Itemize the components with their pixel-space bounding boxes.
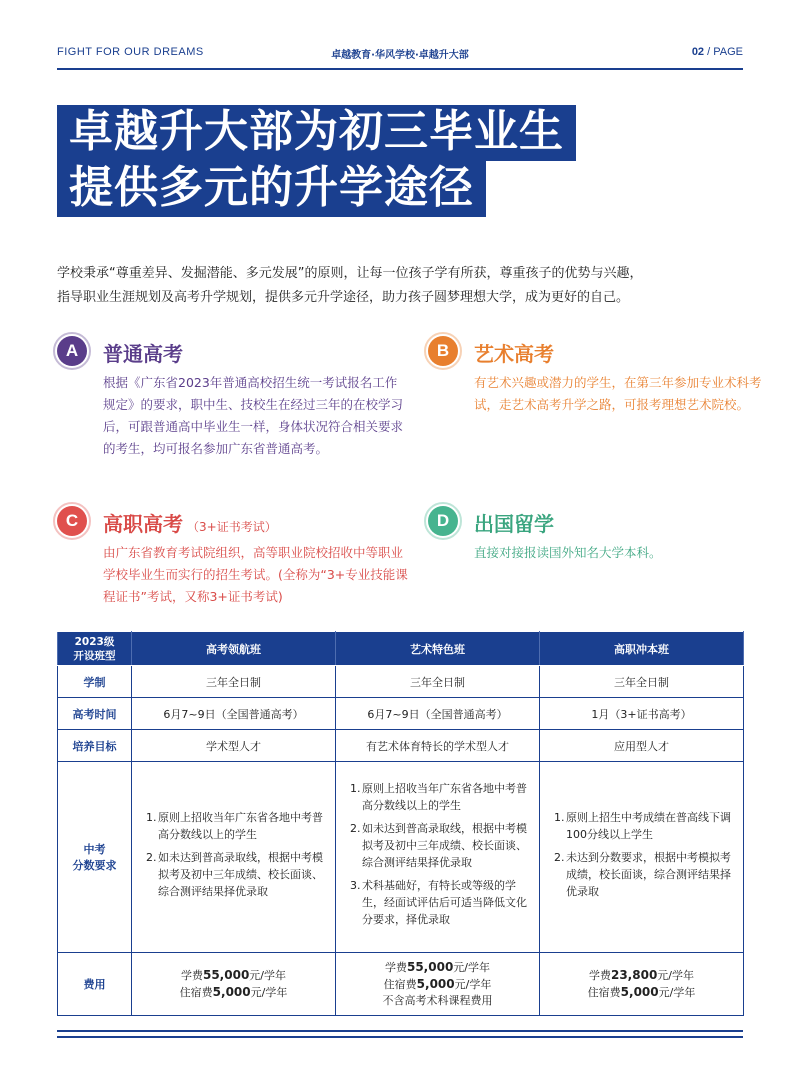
list-item bbox=[146, 849, 325, 900]
list-item bbox=[554, 809, 733, 843]
fee-tuition-suffix: 元/学年 bbox=[657, 969, 695, 982]
table-cell bbox=[132, 762, 336, 953]
fee-tuition bbox=[540, 967, 743, 984]
fee-tuition-prefix: 学费 bbox=[180, 969, 203, 982]
list-item-text: 未达到分数要求，根据中考模拟考成绩，校长面谈，综合测评结果择优录取 bbox=[566, 850, 731, 898]
fee-boarding-amount: 5,000 bbox=[212, 985, 251, 999]
fee-tuition-prefix: 学费 bbox=[588, 969, 611, 982]
section-a-title: 普通高考 bbox=[103, 342, 183, 366]
badge-a-letter: A bbox=[65, 341, 79, 360]
table-cell bbox=[132, 953, 336, 1016]
badge-c-letter: C bbox=[65, 511, 79, 530]
badge-c-icon bbox=[57, 506, 87, 536]
section-d-title: 出国留学 bbox=[474, 512, 554, 536]
table-cell: 三年全日制 bbox=[336, 666, 540, 698]
fee-tuition-suffix: 元/学年 bbox=[453, 961, 491, 974]
requirement-label-line-1: 中考 bbox=[83, 843, 106, 856]
header-slogan: FIGHT FOR OUR DREAMS bbox=[57, 46, 204, 58]
list-item-text: 原则上招收当年广东省各地中考普高分数线以上的学生 bbox=[158, 810, 323, 841]
intro-paragraph bbox=[57, 262, 743, 310]
section-a-body: 根据《广东省2023年普通高校招生统一考试报名工作规定》的要求，职中生、技校生在经过三年的在校学习后，可跟普通高中毕业生一样，身体状况符合相关要求的考生，均可报名参加广东省普通高考。 bbox=[103, 375, 404, 456]
fee-boarding-prefix: 住宿费 bbox=[383, 978, 417, 991]
title-line-1: 卓越升大部为初三毕业生 bbox=[57, 105, 576, 161]
page-number bbox=[692, 46, 743, 58]
table-header-row bbox=[58, 632, 744, 666]
table-row bbox=[58, 666, 744, 698]
badge-d-icon bbox=[428, 506, 458, 536]
table-cell: 6月7~9日（全国普通高考） bbox=[132, 698, 336, 730]
section-c-subtitle: （3+证书考试） bbox=[187, 520, 277, 534]
section-c-body: 由广东省教育考试院组织，高等职业院校招收中等职业学校毕业生而实行的招生考试。(全称为“3+专业技能课程证书”考试，又称3+证书考试) bbox=[103, 545, 408, 604]
intro-line-1: 学校秉承“尊重差异、发掘潜能、多元发展”的原则，让每一位孩子学有所获，尊重孩子的优势与兴趣， bbox=[57, 266, 643, 281]
fee-tuition bbox=[132, 967, 335, 984]
page-title bbox=[57, 105, 576, 217]
section-b-body: 有艺术兴趣或潜力的学生，在第三年参加专业术科考试，走艺术高考升学之路，可报考理想艺术院校。 bbox=[474, 375, 762, 412]
section-c-title-main: 高职高考 bbox=[103, 512, 183, 536]
column-header: 高考领航班 bbox=[132, 632, 336, 666]
row-label-exam-time: 高考时间 bbox=[58, 698, 132, 730]
table-cell bbox=[336, 762, 540, 953]
column-header: 高职冲本班 bbox=[540, 632, 744, 666]
badge-d-letter: D bbox=[436, 511, 450, 530]
list-item-num: 2. bbox=[146, 850, 157, 864]
program-table bbox=[57, 631, 744, 1016]
row-label-goal: 培养目标 bbox=[58, 730, 132, 762]
list-item bbox=[350, 877, 529, 928]
list-item bbox=[350, 820, 529, 871]
table-row bbox=[58, 762, 744, 953]
fee-boarding-amount: 5,000 bbox=[416, 977, 455, 991]
fee-boarding bbox=[336, 976, 539, 993]
table-cell: 三年全日制 bbox=[540, 666, 744, 698]
fee-boarding bbox=[132, 984, 335, 1001]
fee-tuition-amount: 23,800 bbox=[610, 968, 658, 982]
requirement-label-line-2: 分数要求 bbox=[72, 859, 117, 872]
requirement-list-col3 bbox=[540, 809, 743, 900]
table-corner-header bbox=[58, 632, 132, 666]
page-number-value: 02 bbox=[691, 46, 705, 58]
row-label-duration: 学制 bbox=[58, 666, 132, 698]
table-row bbox=[58, 953, 744, 1016]
table-row bbox=[58, 698, 744, 730]
table-cell: 有艺术体育特长的学术型人才 bbox=[336, 730, 540, 762]
page-header bbox=[57, 40, 743, 68]
badge-b-letter: B bbox=[436, 341, 450, 360]
fee-boarding-suffix: 元/学年 bbox=[250, 986, 288, 999]
corner-line-1: 2023级 bbox=[74, 635, 115, 648]
fee-tuition-amount: 55,000 bbox=[202, 968, 250, 982]
list-item-text: 如未达到普高录取线，根据中考模拟考及初中三年成绩、校长面谈、综合测评结果择优录取 bbox=[158, 850, 323, 898]
fee-boarding-amount: 5,000 bbox=[620, 985, 659, 999]
row-label-requirement bbox=[58, 762, 132, 953]
requirement-list-col1 bbox=[132, 809, 335, 900]
fee-boarding-suffix: 元/学年 bbox=[658, 986, 696, 999]
page-number-label: PAGE bbox=[713, 46, 743, 58]
table-row bbox=[58, 730, 744, 762]
header-school-name: 卓越教育·华风学校·卓越升大部 bbox=[331, 50, 469, 61]
list-item-text: 原则上招生中考成绩在普高线下调100分线以上学生 bbox=[566, 810, 731, 841]
title-line-2: 提供多元的升学途径 bbox=[57, 161, 486, 217]
badge-b-icon bbox=[428, 336, 458, 366]
list-item-text: 原则上招收当年广东省各地中考普高分数线以上的学生 bbox=[362, 782, 527, 812]
fee-tuition-amount: 55,000 bbox=[406, 960, 454, 974]
section-c-title bbox=[103, 508, 277, 537]
table-cell: 应用型人才 bbox=[540, 730, 744, 762]
footer-rule-top bbox=[57, 1030, 743, 1032]
row-label-fee: 费用 bbox=[58, 953, 132, 1016]
table-cell: 学术型人才 bbox=[132, 730, 336, 762]
fee-boarding-suffix: 元/学年 bbox=[454, 978, 492, 991]
page-number-separator: / bbox=[704, 46, 714, 58]
intro-line-2: 指导职业生涯规划及高考升学规划，提供多元升学途径，助力孩子圆梦理想大学，成为更好的自己。 bbox=[57, 290, 630, 305]
fee-tuition-prefix: 学费 bbox=[384, 961, 407, 974]
corner-line-2: 开设班型 bbox=[73, 649, 116, 662]
table-cell bbox=[540, 762, 744, 953]
list-item-text: 如未达到普高录取线，根据中考模拟考及初中三年成绩、校长面谈、综合测评结果择优录取 bbox=[362, 822, 527, 869]
fee-note: 不含高考术科课程费用 bbox=[382, 994, 493, 1007]
badge-a-icon bbox=[57, 336, 87, 366]
fee-boarding bbox=[540, 984, 743, 1001]
table-cell: 三年全日制 bbox=[132, 666, 336, 698]
header-rule bbox=[57, 68, 743, 70]
table-cell bbox=[336, 953, 540, 1016]
list-item-num: 1. bbox=[554, 810, 565, 824]
list-item-num: 3. bbox=[350, 879, 361, 892]
list-item-text: 术科基础好，有特长或等级的学生，经面试评估后可适当降低文化分要求，择优录取 bbox=[362, 879, 527, 926]
list-item-num: 2. bbox=[350, 822, 361, 835]
list-item-num: 1. bbox=[146, 810, 157, 824]
list-item-num: 2. bbox=[554, 850, 565, 864]
fee-tuition-suffix: 元/学年 bbox=[249, 969, 287, 982]
table-cell: 1月（3+证书高考） bbox=[540, 698, 744, 730]
fee-tuition bbox=[336, 959, 539, 976]
section-d-body: 直接对接报读国外知名大学本科。 bbox=[474, 545, 662, 560]
list-item bbox=[146, 809, 325, 843]
table-cell: 6月7~9日（全国普通高考） bbox=[336, 698, 540, 730]
table-cell bbox=[540, 953, 744, 1016]
footer-rule-bottom bbox=[57, 1036, 743, 1038]
column-header: 艺术特色班 bbox=[336, 632, 540, 666]
section-b-title: 艺术高考 bbox=[474, 342, 554, 366]
list-item-num: 1. bbox=[350, 782, 361, 795]
list-item bbox=[350, 780, 529, 814]
requirement-list-col2 bbox=[336, 780, 539, 928]
list-item bbox=[554, 849, 733, 900]
fee-boarding-prefix: 住宿费 bbox=[587, 986, 621, 999]
fee-boarding-prefix: 住宿费 bbox=[179, 986, 213, 999]
